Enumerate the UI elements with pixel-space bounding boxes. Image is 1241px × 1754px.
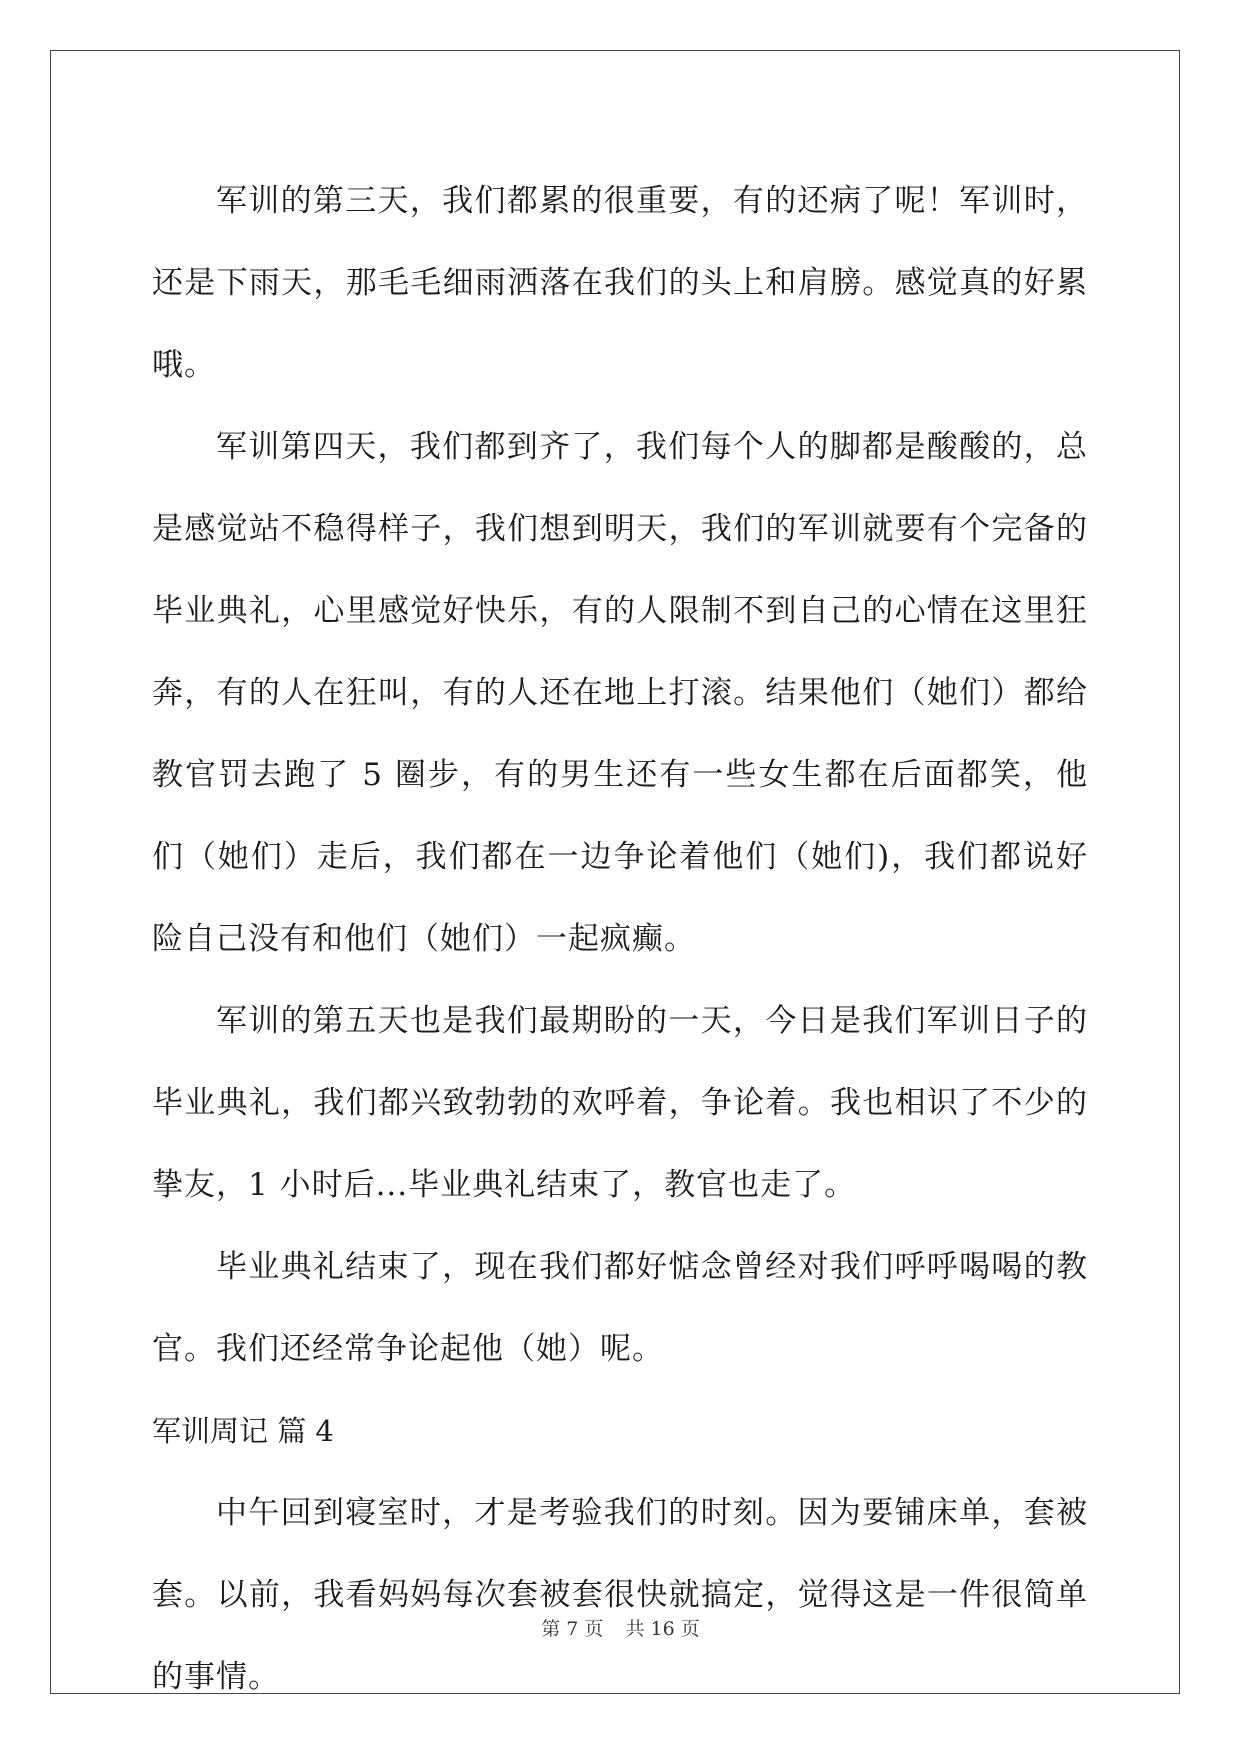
page-footer	[0, 1614, 1241, 1641]
paragraph-day-three: 军训的第三天，我们都累的很重要，有的还病了呢！军训时，还是下雨天，那毛毛细雨洒落在我们的头上和肩膀。感觉真的好累哦。	[152, 183, 1088, 383]
paragraph-after-ceremony: 毕业典礼结束了，现在我们都好惦念曾经对我们呼呼喝喝的教官。我们还经常争论起他（她）呢。	[152, 1249, 1088, 1367]
section-heading: 军训周记 篇 4	[152, 1414, 334, 1448]
paragraph-day-four: 军训第四天，我们都到齐了，我们每个人的脚都是酸酸的，总是感觉站不稳得样子，我们想到明天，我们的军训就要有个完备的毕业典礼，心里感觉好快乐，有的人限制不到自己的心情在这里狂奔，有的人在狂叫，有的人还在地上打滚。结果他们（她们）都给教官罚去跑了 5 圈步，有的男生还有一些女生都在后面都笑，他们（她们）走后，我们都在一边争论着他们（她们)，我们都说好险自己没有和他们（她们）一起疯癫。	[152, 429, 1088, 957]
page-number: 第 7 页	[541, 1618, 604, 1640]
page-total: 共 16 页	[625, 1618, 700, 1640]
paragraph-dorm: 中午回到寝室时，才是考验我们的时刻。因为要铺床单，套被套。以前，我看妈妈每次套被套很快就搞定，觉得这是一件很简单的事情。	[152, 1495, 1088, 1695]
paragraph-day-five: 军训的第五天也是我们最期盼的一天，今日是我们军训日子的毕业典礼，我们都兴致勃勃的欢呼着，争论着。我也相识了不少的挚友，1 小时后...毕业典礼结束了，教官也走了。	[152, 1003, 1088, 1203]
document-body	[152, 160, 1088, 1718]
